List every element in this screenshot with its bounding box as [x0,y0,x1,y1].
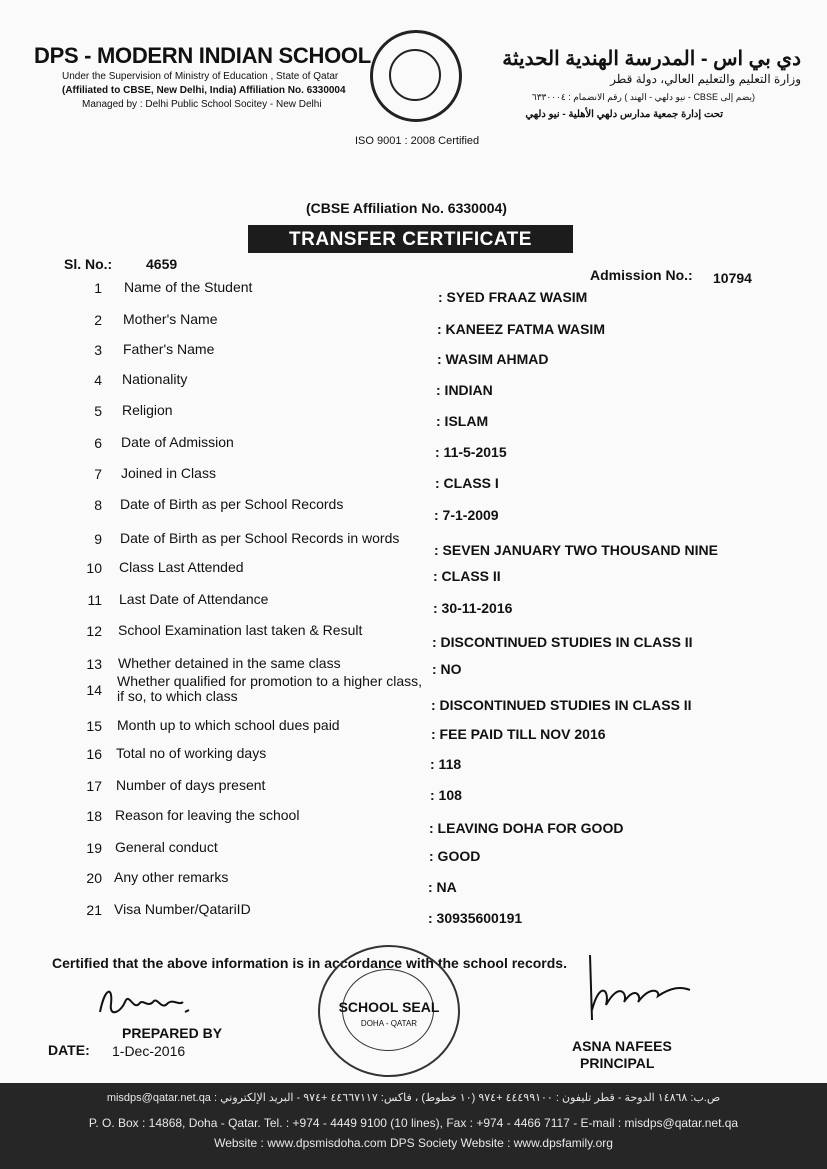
row-label: Religion [122,402,173,418]
admission-number-value: 10794 [713,270,752,286]
school-crest-logo [370,30,462,122]
footer-arabic: ص.ب: ١٤٨٦٨ الدوحة - قطر تليفون : ٤٤٤٩٩١٠٠ +٩٧٤ (١٠ خطوط) ، فاكس: ٤٤٦٦٧١١٧ +٩٧٤ - البريد الإلكتروني : misdps@qatar.net.qa [106,1092,721,1104]
row-number: 13 [86,656,102,672]
row-label: Father's Name [123,341,215,357]
row-number: 17 [86,778,102,794]
row-number: 16 [86,746,102,762]
row-label: Name of the Student [124,279,253,295]
date-label: DATE: [48,1042,90,1058]
row-label: Reason for leaving the school [115,807,300,823]
arabic-line-3: تحت إدارة جمعية مدارس دلهي الأهلية - نيو دلهي [525,109,723,120]
iso-certification: ISO 9001 : 2008 Certified [355,135,480,147]
row-label: Date of Birth as per School Records in words [120,530,400,546]
row-number: 15 [86,718,102,734]
certificate-title: TRANSFER CERTIFICATE [248,225,573,253]
school-name: DPS - MODERN INDIAN SCHOOL [34,43,371,68]
row-label: Month up to which school dues paid [117,717,340,733]
row-value: : 30-11-2016 [433,600,513,616]
prepared-by-label: PREPARED BY [122,1025,223,1041]
header-line-1: Under the Supervision of Ministry of Education , State of Qatar [62,71,339,82]
footer [0,1083,827,1169]
principal-name: ASNA NAFEES [572,1038,672,1054]
row-value: : ISLAM [436,413,489,429]
date-value: 1-Dec-2016 [112,1043,186,1059]
row-label: Whether qualified for promotion to a higher class, if so, to which class [117,673,423,704]
row-number: 1 [94,280,102,296]
row-number: 5 [94,403,102,419]
row-number: 10 [86,560,102,576]
cbse-affiliation: (CBSE Affiliation No. 6330004) [306,200,507,216]
principal-title: PRINCIPAL [580,1055,655,1071]
preparer-signature [95,982,215,1022]
row-number: 4 [94,372,102,388]
row-value: : INDIAN [436,382,493,398]
row-label: Nationality [122,371,188,387]
row-label: Joined in Class [121,465,216,481]
row-value: : GOOD [429,848,481,864]
row-number: 3 [94,342,102,358]
school-seal [318,945,460,1077]
footer-contact: P. O. Box : 14868, Doha - Qatar. Tel. : +974 - 4449 9100 (10 lines), Fax : +974 - 4466 7117 - E-mail : misdps@qatar.net.qa [88,1116,739,1130]
header-line-3: Managed by : Delhi Public School Socitey - New Delhi [82,99,322,110]
row-value: : CLASS II [433,568,501,584]
row-value: : 118 [430,756,462,772]
row-number: 9 [94,531,102,547]
row-value: : CLASS I [435,475,499,491]
row-value: : WASIM AHMAD [437,351,549,367]
row-number: 14 [86,682,102,698]
row-label: Number of days present [116,777,266,793]
row-value: : 7-1-2009 [434,507,499,523]
row-number: 19 [86,840,102,856]
row-number: 21 [86,902,102,918]
row-label: Total no of working days [116,745,267,761]
row-value: : KANEEZ FATMA WASIM [437,321,605,337]
principal-signature [580,950,700,1030]
row-label: Whether detained in the same class [118,655,341,671]
row-value: : NO [432,661,462,677]
header-line-2: (Affiliated to CBSE, New Delhi, India) Affiliation No. 6330004 [62,85,346,96]
row-number: 20 [86,870,102,886]
row-value: : FEE PAID TILL NOV 2016 [431,726,606,742]
row-number: 18 [86,808,102,824]
row-value: : NA [428,879,457,895]
row-value: : SEVEN JANUARY TWO THOUSAND NINE [434,542,718,558]
row-number: 6 [94,435,102,451]
footer-websites: Website : www.dpsmisdoha.com DPS Society Website : www.dpsfamily.org [214,1136,613,1150]
row-label: Visa Number/QatariID [114,901,251,917]
row-label: Class Last Attended [119,559,244,575]
row-label: Mother's Name [123,311,218,327]
arabic-school-name: دي بي اس - المدرسة الهندية الحديثة [502,48,801,70]
row-number: 8 [94,497,102,513]
row-number: 11 [87,592,102,608]
seal-label: SCHOOL SEAL [338,999,440,1015]
arabic-line-2: (يضم إلى CBSE - نيو دلهي - الهند ) رقم الانضمام : ٦٣٣٠٠٠٤ [531,92,755,102]
row-number: 2 [94,312,102,328]
row-value: : SYED FRAAZ WASIM [438,289,588,305]
row-label: Last Date of Attendance [119,591,269,607]
serial-number-value: 4659 [146,256,178,272]
admission-number-label: Admission No.: [590,267,693,283]
seal-city: DOHA - QATAR [360,1019,418,1028]
row-number: 12 [86,623,102,639]
row-label: Date of Admission [121,434,234,450]
row-value: : 11-5-2015 [435,444,507,460]
row-value: : LEAVING DOHA FOR GOOD [429,820,624,836]
row-label: Date of Birth as per School Records [120,496,344,512]
row-value: : DISCONTINUED STUDIES IN CLASS II [431,697,692,713]
serial-number-label: Sl. No.: [64,256,113,272]
row-number: 7 [94,466,102,482]
row-label: Any other remarks [114,869,229,885]
certification-statement: Certified that the above information is in accordance with the school records. [52,955,567,971]
row-label: School Examination last taken & Result [118,622,363,638]
row-label: General conduct [115,839,218,855]
row-value: : 30935600191 [428,910,523,926]
row-value: : DISCONTINUED STUDIES IN CLASS II [432,634,693,650]
row-value: : 108 [430,787,462,803]
arabic-line-1: وزارة التعليم والتعليم العالي، دولة قطر [610,72,801,86]
